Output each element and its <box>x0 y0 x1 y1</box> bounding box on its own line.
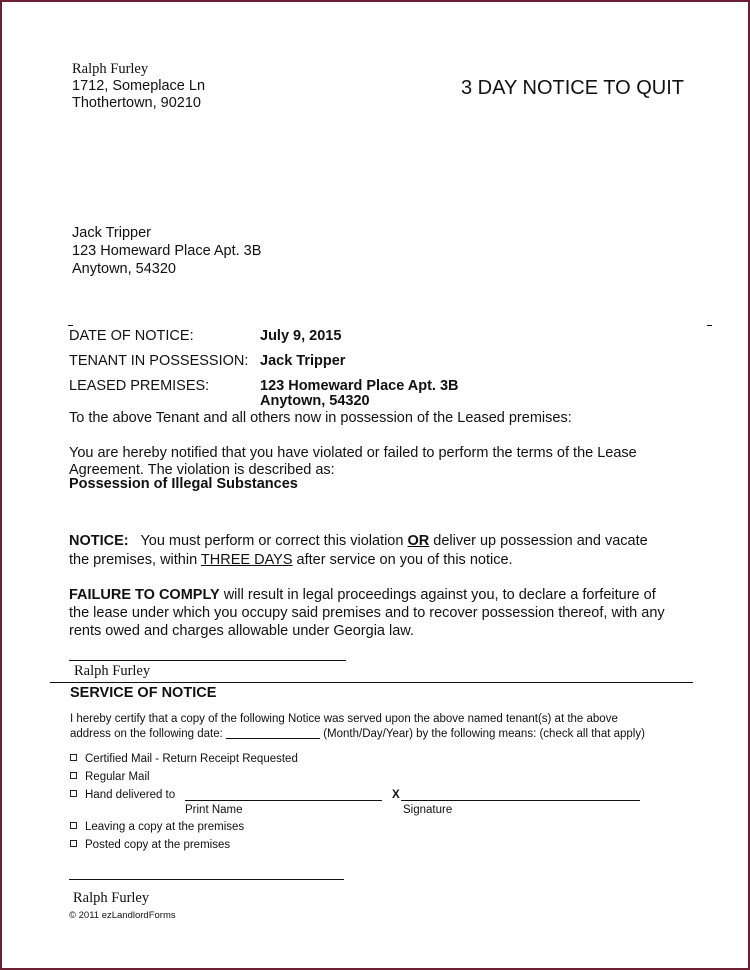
notice-line-2 <box>69 552 513 569</box>
notice-text-b: deliver up possession and vacate <box>433 533 648 549</box>
checkbox-hand-delivered[interactable] <box>70 790 77 797</box>
checkbox-certified-mail[interactable] <box>70 754 77 761</box>
print-name-line[interactable] <box>185 800 382 801</box>
certify-text-b: (Month/Day/Year) by the following means: (check all that apply) <box>323 728 645 740</box>
option-hand-delivered[interactable] <box>70 788 175 802</box>
notice-text-c: the premises, within <box>69 552 198 568</box>
section-divider <box>50 682 693 683</box>
print-name-label: Print Name <box>185 804 243 816</box>
date-value: July 9, 2015 <box>260 328 342 344</box>
option-leaving-copy[interactable] <box>70 820 244 834</box>
premises-line2: Anytown, 54320 <box>260 393 370 409</box>
notice-days: THREE DAYS <box>200 552 293 568</box>
certify-line-2 <box>70 727 645 741</box>
signature-x-mark: X <box>392 789 400 801</box>
checkbox-regular-mail[interactable] <box>70 772 77 779</box>
failure-label: FAILURE TO COMPLY <box>69 587 220 603</box>
option-certified-mail[interactable] <box>70 752 298 766</box>
certify-line-1: I hereby certify that a copy of the following Notice was served upon the above named tenant(s) at the above <box>70 713 618 725</box>
failure-line-1 <box>69 587 656 604</box>
checkbox-leaving-copy[interactable] <box>70 822 77 829</box>
notice-or: OR <box>407 533 430 549</box>
tenant-label: TENANT IN POSSESSION: <box>69 353 249 369</box>
option-label: Posted copy at the premises <box>85 839 231 851</box>
greeting-text: To the above Tenant and all others now in possession of the Leased premises: <box>69 410 572 426</box>
failure-line-2: the lease under which you occupy said premises and to recover possession thereof, with any <box>69 605 665 621</box>
failure-text-1: will result in legal proceedings against you, to declare a forfeiture of <box>223 587 656 603</box>
certify-text-a: address on the following date: <box>70 728 223 740</box>
landlord-name: Ralph Furley <box>72 61 149 77</box>
date-label: DATE OF NOTICE: <box>69 328 194 344</box>
signature-label: Signature <box>403 804 453 816</box>
tick-mark-left <box>68 325 73 326</box>
notice-text-d: after service on you of this notice. <box>296 552 513 568</box>
option-label: Leaving a copy at the premises <box>85 821 245 833</box>
option-label: Hand delivered to <box>85 789 176 801</box>
notice-text-a: You must perform or correct this violation <box>140 533 404 549</box>
option-posted-copy[interactable] <box>70 838 230 852</box>
date-served-blank[interactable] <box>226 727 320 739</box>
signature-name-1: Ralph Furley <box>74 663 151 679</box>
premises-line1: 123 Homeward Place Apt. 3B <box>260 378 459 394</box>
landlord-street: 1712, Someplace Ln <box>72 78 206 94</box>
violation-intro-1: You are hereby notified that you have violated or failed to perform the terms of the Lease <box>69 445 637 461</box>
option-regular-mail[interactable] <box>70 770 150 784</box>
document-title: 3 DAY NOTICE TO QUIT <box>461 77 685 99</box>
notice-line-1 <box>69 533 648 550</box>
checkbox-posted-copy[interactable] <box>70 840 77 847</box>
copyright-text: © 2011 ezLandlordForms <box>69 910 176 921</box>
failure-line-3: rents owed and charges allowable under Georgia law. <box>69 623 414 639</box>
signature-name-2: Ralph Furley <box>73 890 150 906</box>
option-label: Regular Mail <box>85 771 150 783</box>
delivery-signature-line[interactable] <box>401 800 640 801</box>
signature-line-1 <box>69 660 346 661</box>
premises-label: LEASED PREMISES: <box>69 378 210 394</box>
service-heading: SERVICE OF NOTICE <box>70 685 217 701</box>
landlord-city: Thothertown, 90210 <box>72 95 201 111</box>
notice-label: NOTICE: <box>69 533 129 549</box>
tenant-value: Jack Tripper <box>260 353 346 369</box>
violation-description: Possession of Illegal Substances <box>69 476 298 492</box>
tenant-street: 123 Homeward Place Apt. 3B <box>72 243 262 259</box>
tick-mark-right <box>707 325 712 326</box>
option-label: Certified Mail - Return Receipt Requested <box>85 753 298 765</box>
violation-intro-2: Agreement. The violation is described as: <box>69 462 335 478</box>
tenant-city: Anytown, 54320 <box>72 261 176 277</box>
signature-line-2 <box>69 879 344 880</box>
tenant-name: Jack Tripper <box>72 225 151 241</box>
